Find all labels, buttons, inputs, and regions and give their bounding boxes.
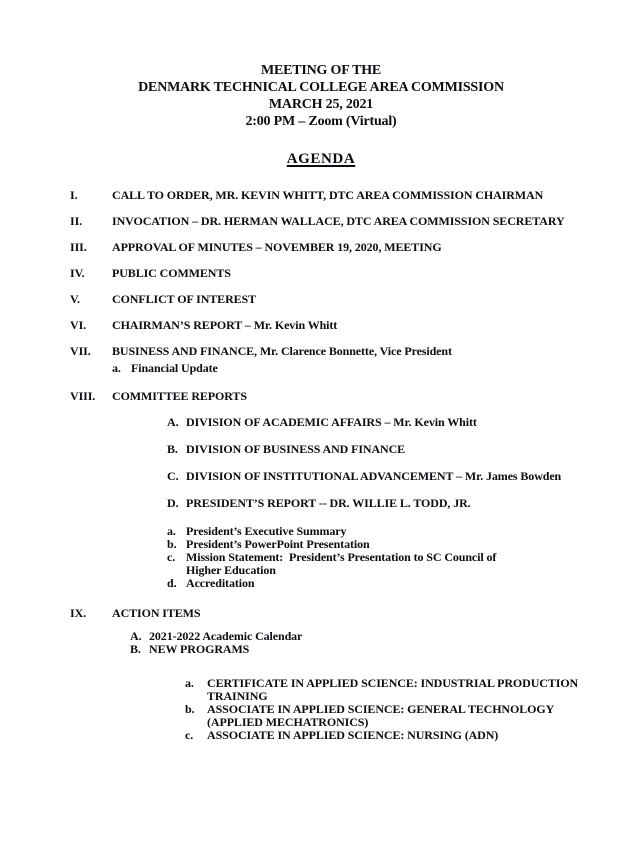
section-text: DIVISION OF BUSINESS AND FINANCE — [186, 442, 406, 456]
section-business-and-finance — [0, 443, 642, 456]
section-marker: A. — [167, 415, 179, 429]
subitem-marker: d. — [167, 576, 177, 590]
subitem-text: President’s Executive Summary — [186, 524, 347, 538]
section-text: DIVISION OF ACADEMIC AFFAIRS – Mr. Kevin Whitt — [186, 415, 477, 429]
item-text: BUSINESS AND FINANCE, Mr. Clarence Bonnette, Vice President — [112, 344, 452, 358]
agenda-item-public-comments — [0, 267, 642, 280]
header-line-commission-name: DENMARK TECHNICAL COLLEGE AREA COMMISSION — [138, 80, 504, 95]
item-text: PUBLIC COMMENTS — [112, 266, 231, 280]
section-marker: C. — [167, 469, 179, 483]
item-numeral: VIII. — [70, 389, 96, 403]
subitem-marker: b. — [185, 702, 195, 716]
document-header — [0, 62, 642, 130]
section-marker: B. — [167, 442, 178, 456]
section-marker: A. — [130, 629, 142, 643]
section-new-programs — [0, 643, 642, 742]
subitem-text: Mission Statement: President’s Presentation to SC Council of Higher Education — [186, 550, 500, 577]
agenda-item-invocation — [0, 215, 642, 228]
agenda-item-call-to-order — [0, 189, 642, 202]
section-text: 2021-2022 Academic Calendar — [149, 629, 303, 643]
agenda-item-business-and-finance — [0, 345, 642, 375]
section-marker: B. — [130, 642, 141, 656]
item-numeral: V. — [70, 292, 80, 306]
subitem-marker: c. — [185, 728, 194, 742]
subitem-associate-general-technology — [0, 703, 642, 729]
subitem-marker: a. — [167, 524, 176, 538]
header-line-time-location: 2:00 PM – Zoom (Virtual) — [245, 114, 397, 129]
agenda-item-approval-of-minutes — [0, 241, 642, 254]
section-text: DIVISION OF INSTITUTIONAL ADVANCEMENT – Mr. James Bowden — [186, 469, 562, 483]
item-numeral: VII. — [70, 344, 91, 358]
section-row — [0, 643, 642, 656]
section-institutional-advancement — [0, 470, 642, 483]
item-row — [0, 390, 642, 403]
item-text: APPROVAL OF MINUTES – NOVEMBER 19, 2020, MEETING — [112, 240, 442, 254]
item-text: ACTION ITEMS — [112, 606, 201, 620]
subitem-text: Financial Update — [131, 361, 218, 375]
section-academic-affairs — [0, 416, 642, 429]
subitem-marker: a. — [112, 361, 121, 375]
header-line-meeting-of-the: MEETING OF THE — [260, 63, 382, 78]
item-numeral: II. — [70, 214, 83, 228]
subitem-text: ASSOCIATE IN APPLIED SCIENCE: NURSING (ADN) — [207, 728, 499, 742]
section-academic-calendar — [0, 630, 642, 643]
section-text: NEW PROGRAMS — [149, 642, 250, 656]
section-presidents-report — [0, 497, 642, 590]
subitem-associate-nursing — [0, 729, 642, 742]
agenda-title-text: AGENDA — [286, 151, 356, 167]
subitem-accreditation — [0, 577, 642, 590]
section-marker: D. — [167, 496, 179, 510]
action-items-sections — [0, 630, 642, 742]
header-line-date: MARCH 25, 2021 — [268, 97, 374, 112]
item-numeral: III. — [70, 240, 87, 254]
subitem-marker: a. — [185, 676, 194, 690]
section-row — [0, 497, 642, 510]
subitem-mission-statement — [0, 551, 642, 577]
item-text: CHAIRMAN’S REPORT – Mr. Kevin Whitt — [112, 318, 338, 332]
subitem-marker: b. — [167, 537, 177, 551]
section-text: PRESIDENT’S REPORT -- DR. WILLIE L. TODD, JR. — [186, 496, 471, 510]
agenda-list — [0, 189, 642, 742]
subitem-marker: c. — [167, 550, 176, 564]
item-numeral: IX. — [70, 606, 87, 620]
subitem-certificate-industrial-production — [0, 677, 642, 703]
subitem-text: CERTIFICATE IN APPLIED SCIENCE: INDUSTRIAL PRODUCTION TRAINING — [207, 676, 581, 703]
item-text: CONFLICT OF INTEREST — [112, 292, 257, 306]
new-programs-sublist — [0, 677, 642, 742]
item-row — [0, 607, 642, 620]
subitem-text: Accreditation — [186, 576, 255, 590]
item-text: INVOCATION – DR. HERMAN WALLACE, DTC AREA COMMISSION SECRETARY — [112, 214, 565, 228]
agenda-item-committee-reports — [0, 390, 642, 590]
item-numeral: VI. — [70, 318, 87, 332]
item-numeral: I. — [70, 188, 78, 202]
item-numeral: IV. — [70, 266, 85, 280]
item-text: CALL TO ORDER, MR. KEVIN WHITT, DTC AREA COMMISSION CHAIRMAN — [112, 188, 544, 202]
agenda-item-action-items — [0, 607, 642, 742]
subitem-text: ASSOCIATE IN APPLIED SCIENCE: GENERAL TECHNOLOGY (APPLIED MECHATRONICS) — [207, 702, 557, 729]
presidents-report-sublist — [0, 525, 642, 590]
item-text: COMMITTEE REPORTS — [112, 389, 247, 403]
agenda-item-conflict-of-interest — [0, 293, 642, 306]
agenda-title — [0, 151, 642, 167]
agenda-item-chairmans-report — [0, 319, 642, 332]
subitem-financial-update — [0, 362, 642, 375]
subitem-text: President’s PowerPoint Presentation — [186, 537, 370, 551]
item-row — [0, 345, 642, 358]
